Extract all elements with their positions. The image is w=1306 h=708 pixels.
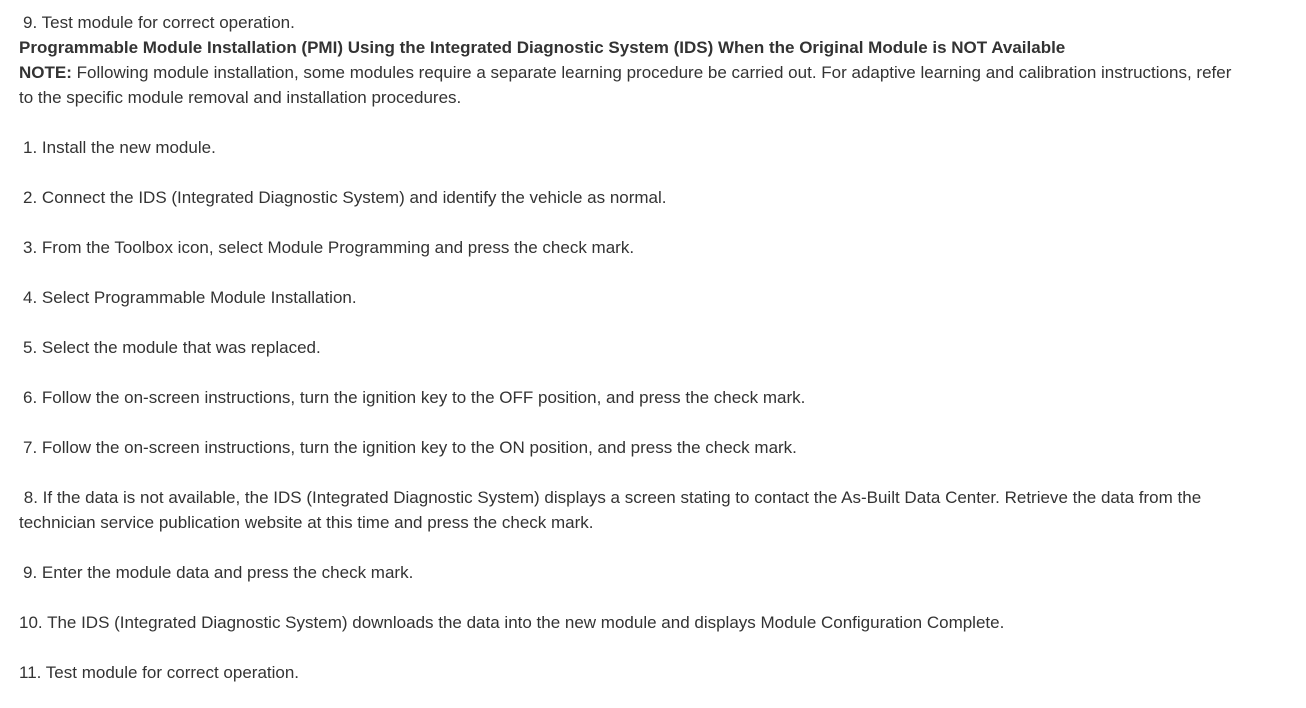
step-text: Select Programmable Module Installation. [41, 288, 357, 307]
step-3 [19, 235, 1249, 260]
step-number: 1. [23, 138, 38, 157]
step-10 [19, 610, 1249, 635]
step-1 [19, 135, 1249, 160]
step-text: Connect the IDS (Integrated Diagnostic System) and identify the vehicle as normal. [41, 188, 667, 207]
step-9 [19, 560, 1249, 585]
step-number: 11. [19, 663, 42, 682]
step-number: 4. [23, 288, 38, 307]
document-body [19, 10, 1249, 685]
step-8 [19, 485, 1249, 535]
step-number: 10. [19, 613, 43, 632]
note-label: NOTE: [19, 63, 72, 82]
step-text: Follow the on-screen instructions, turn the ignition key to the OFF position, and press the check mark. [41, 388, 806, 407]
step-number: 7. [23, 438, 38, 457]
step-text: From the Toolbox icon, select Module Programming and press the check mark. [41, 238, 635, 257]
step-text: Select the module that was replaced. [41, 338, 321, 357]
step-text: If the data is not available, the IDS (Integrated Diagnostic System) displays a screen stating to contact the As-Built Data Center. Retrieve the data from the technician service publication website at this time and press the check mark. [19, 488, 1202, 532]
step-text: Test module for correct operation. [45, 663, 300, 682]
step-text: Install the new module. [41, 138, 216, 157]
step-7 [19, 435, 1249, 460]
previous-step-9 [19, 10, 1249, 35]
step-text: Enter the module data and press the check mark. [41, 563, 414, 582]
step-number: 5. [23, 338, 38, 357]
step-text: Test module for correct operation. [41, 13, 295, 32]
step-11 [19, 660, 1249, 685]
step-number: 3. [23, 238, 38, 257]
step-number: 6. [23, 388, 38, 407]
note-paragraph [19, 60, 1249, 110]
step-2 [19, 185, 1249, 210]
section-heading: Programmable Module Installation (PMI) Using the Integrated Diagnostic System (IDS) When the Original Module is NOT Available [19, 38, 1066, 57]
step-number: 2. [23, 188, 38, 207]
step-4 [19, 285, 1249, 310]
step-5 [19, 335, 1249, 360]
step-number: 9. [23, 563, 38, 582]
note-text: Following module installation, some modules require a separate learning procedure be carried out. For adaptive learning and calibration instructions, refer to the specific module removal and installation procedures. [19, 63, 1232, 107]
step-number: 9. [23, 13, 38, 32]
step-number: 8. [23, 488, 38, 507]
step-6 [19, 385, 1249, 410]
step-text: The IDS (Integrated Diagnostic System) downloads the data into the new module and displays Module Configuration Complete. [47, 613, 1005, 632]
step-text: Follow the on-screen instructions, turn the ignition key to the ON position, and press the check mark. [41, 438, 797, 457]
